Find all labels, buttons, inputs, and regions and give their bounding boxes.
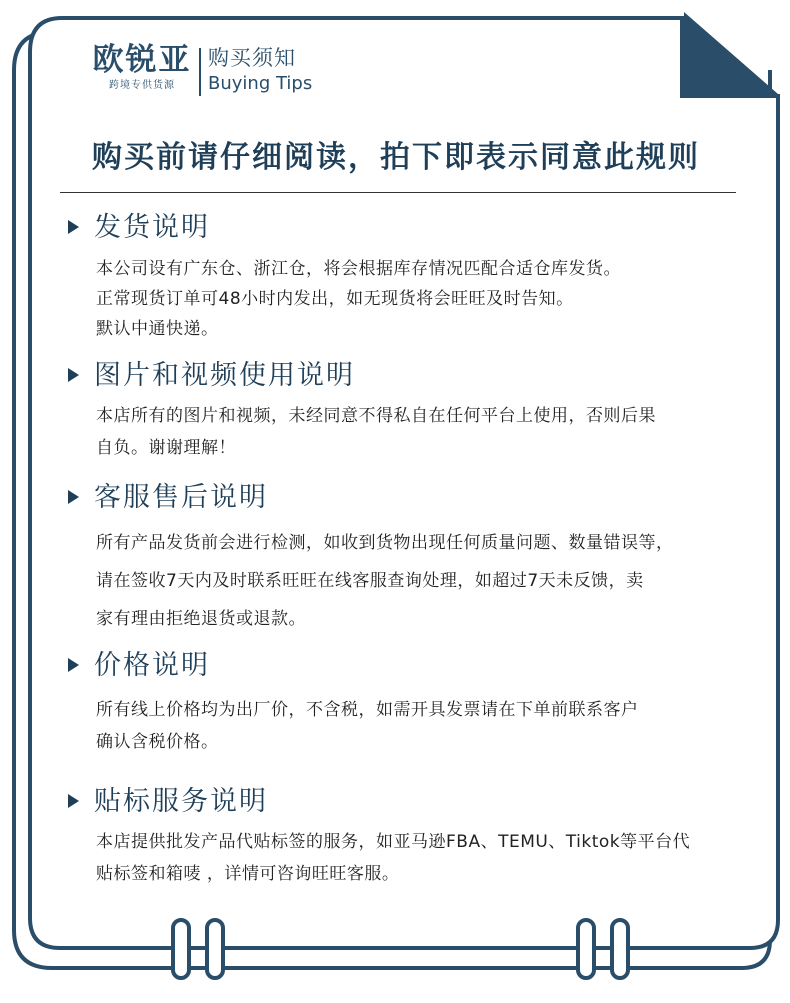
header-divider: [199, 48, 201, 96]
section-line: 正常现货订单可48小时内发出，如无现货将会旺旺及时告知。: [96, 289, 574, 309]
section-title: 图片和视频使用说明: [94, 360, 355, 391]
section-line: 本店提供批发产品代贴标签的服务，如亚马逊FBA、TEMU、Tiktok等平台代: [96, 832, 691, 852]
brand-logo: [92, 42, 192, 92]
triangle-bullet-icon: [68, 220, 79, 234]
section-line: 请在签收7天内及时联系旺旺在线客服查询处理，如超过7天未反馈，卖: [96, 571, 644, 591]
section-body: [96, 254, 768, 344]
section-header: [68, 478, 768, 518]
page-title: 购买前请仔细阅读，拍下即表示同意此规则: [92, 140, 700, 175]
section-after-sales: [68, 478, 768, 638]
section-body: [96, 400, 768, 464]
section-labeling: [68, 782, 768, 890]
binding-ring: [207, 920, 223, 978]
section-line: 本公司设有广东仓、浙江仓，将会根据库存情况匹配合适仓库发货。: [96, 259, 621, 279]
triangle-bullet-icon: [68, 794, 79, 808]
section-title: 客服售后说明: [94, 482, 268, 513]
section-line: 所有线上价格均为出厂价，不含税，如需开具发票请在下单前联系客户: [96, 700, 639, 720]
section-line: 所有产品发货前会进行检测，如收到货物出现任何质量问题、数量错误等，: [96, 533, 674, 553]
section-header: [68, 208, 768, 248]
header-tips: [208, 44, 312, 96]
section-body: [96, 694, 768, 758]
section-line: 本店所有的图片和视频，未经同意不得私自在任何平台上使用，否则后果: [96, 406, 656, 426]
section-line: 家有理由拒绝退货或退款。: [96, 609, 306, 629]
section-body: [96, 826, 768, 890]
binding-ring: [578, 920, 594, 978]
section-pricing: [68, 646, 768, 758]
section-media-usage: [68, 356, 768, 464]
section-title: 发货说明: [94, 212, 210, 243]
section-shipping: [68, 208, 768, 344]
section-header: [68, 646, 768, 686]
header-title-cn: 购买须知: [208, 46, 296, 70]
section-line: 贴标签和箱唛 ，详情可咨询旺旺客服。: [96, 864, 400, 884]
section-title: 贴标服务说明: [94, 786, 268, 817]
section-header: [68, 356, 768, 396]
triangle-bullet-icon: [68, 490, 79, 504]
section-line: 自负。谢谢理解！: [96, 438, 236, 458]
title-divider: [60, 192, 736, 193]
binding-ring: [612, 920, 628, 978]
binding-ring: [173, 920, 189, 978]
section-title: 价格说明: [94, 650, 210, 681]
section-body: [96, 524, 768, 638]
section-line: 确认含税价格。: [96, 732, 219, 752]
brand-tagline: 跨境专供货源: [109, 80, 175, 91]
triangle-bullet-icon: [68, 368, 79, 382]
brand-name: 欧锐亚: [92, 42, 192, 78]
triangle-bullet-icon: [68, 658, 79, 672]
header-title-en: Buying Tips: [208, 73, 313, 94]
section-line: 默认中通快递。: [96, 319, 219, 339]
section-header: [68, 782, 768, 822]
folded-corner: [684, 12, 778, 94]
